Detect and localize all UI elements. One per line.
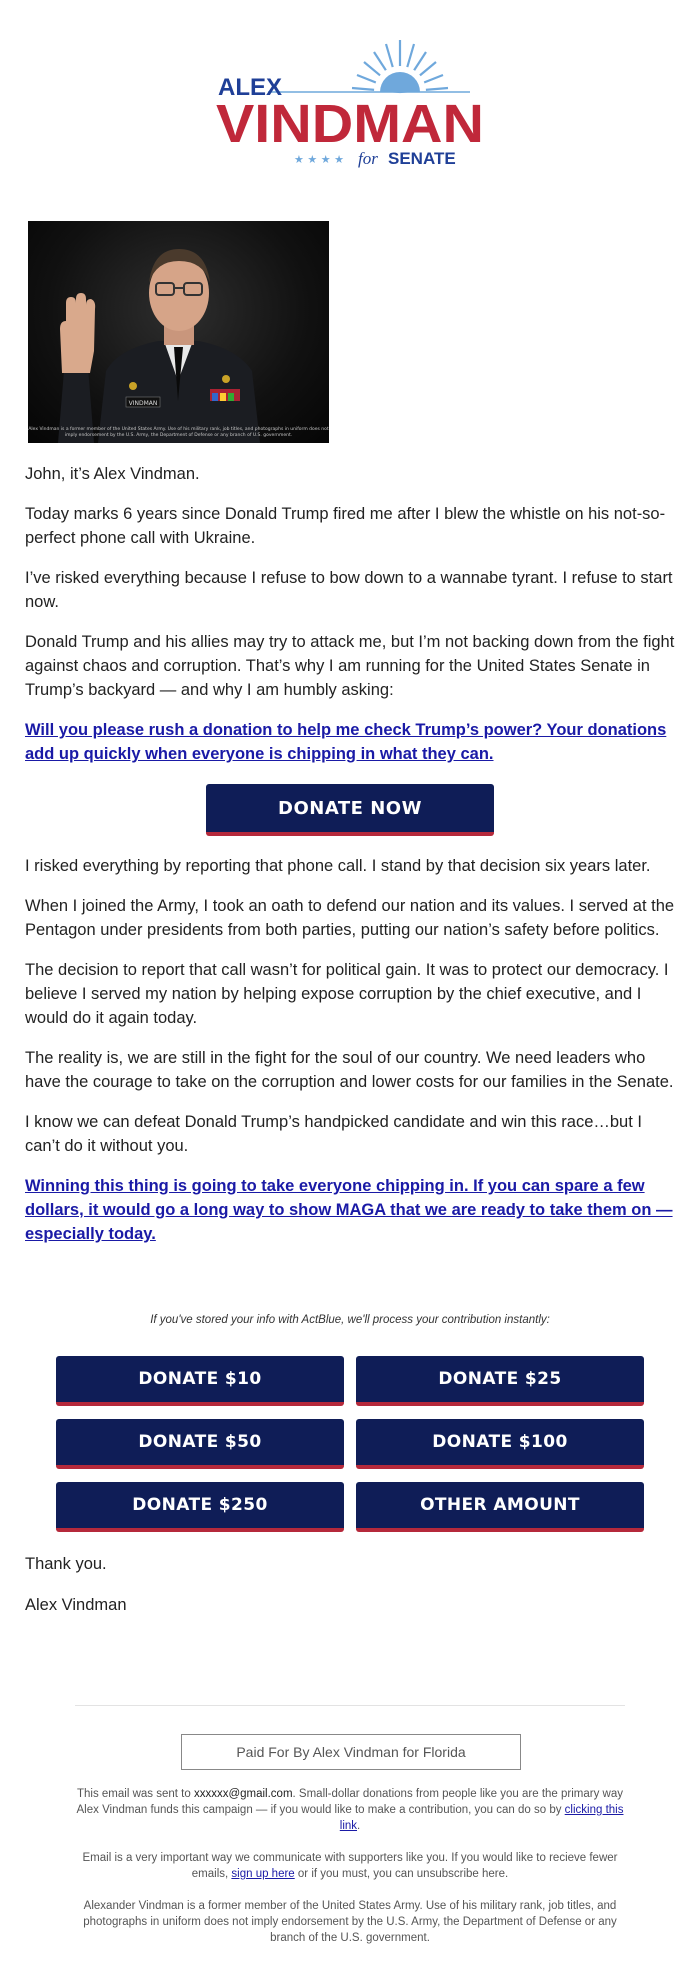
paragraph: Donald Trump and his allies may try to attack me, but I’m not backing down from the fight against chaos and corruption. That’s why I am running for the United States Senate in Trump’s backyard — and why I am humbly asking: bbox=[25, 633, 675, 699]
photo-caption: Alex Vindman is a former member of the United States Army. Use of his military rank, job titles, and photographs in uniform does not imply endorsement by the U.S. Army, the Department of Defense or any branch of U.S. government. bbox=[28, 427, 329, 438]
donate-50-button[interactable]: DONATE $50 bbox=[56, 1419, 344, 1469]
logo-senate: SENATE bbox=[388, 149, 456, 168]
paragraph: When I joined the Army, I took an oath to defend our nation and its values. I served at the Pentagon under presidents from both parties, putting our nation’s safety before politics. bbox=[25, 897, 675, 939]
divider bbox=[75, 1705, 625, 1706]
donate-25-button[interactable]: DONATE $25 bbox=[356, 1356, 644, 1406]
logo-stars: ★ ★ ★ ★ bbox=[294, 153, 344, 166]
paragraph: Today marks 6 years since Donald Trump fired me after I blew the whistle on his not-so-perfect phone call with Ukraine. bbox=[25, 505, 666, 547]
footer-text: Email is a very important way we communicate with supporters like you. If you would like to recieve fewer emails, bbox=[82, 1852, 618, 1880]
signup-link[interactable]: sign up here bbox=[231, 1868, 295, 1880]
recipient-email: xxxxxx@gmail.com bbox=[193, 1788, 293, 1800]
actblue-note: If you've stored your info with ActBlue, we'll process your contribution instantly: bbox=[150, 1314, 550, 1326]
campaign-logo bbox=[0, 0, 700, 200]
logo-vindman: VINDMAN bbox=[216, 94, 484, 154]
hero-photo bbox=[28, 221, 329, 443]
body-section-1 bbox=[25, 462, 675, 782]
footer-disclaimer: Alexander Vindman is a former member of the United States Army. Use of his military rank, job titles, and photographs in uniform does not imply endorsement by the U.S. Army, the Department of Defense or any branch of the U.S. government. bbox=[83, 1900, 617, 1944]
body-section-2 bbox=[25, 854, 675, 1262]
paid-for-box: Paid For By Alex Vindman for Florida bbox=[181, 1734, 521, 1770]
donation-link-2[interactable]: Winning this thing is going to take everyone chipping in. If you can spare a few dollars, it would go a long way to show MAGA that we are ready to take them on — especially today. bbox=[25, 1177, 673, 1243]
logo-for: for bbox=[358, 149, 378, 168]
signoff-name: Alex Vindman bbox=[25, 1596, 127, 1614]
donation-appeal bbox=[25, 718, 675, 766]
footer-email-prefs bbox=[75, 1850, 625, 1882]
other-amount-button[interactable]: OTHER AMOUNT bbox=[356, 1482, 644, 1532]
nametag: VINDMAN bbox=[128, 400, 158, 407]
donate-10-button[interactable]: DONATE $10 bbox=[56, 1356, 344, 1406]
portrait-illustration bbox=[28, 221, 329, 443]
paragraph: The decision to report that call wasn’t for political gain. It was to protect our democracy. I believe I served my nation by helping expose corruption by the chief executive, and I would do it again today. bbox=[25, 961, 669, 1027]
donation-appeal bbox=[25, 1174, 675, 1246]
contribute-link[interactable]: clicking this link bbox=[339, 1804, 624, 1832]
donate-100-button[interactable]: DONATE $100 bbox=[356, 1419, 644, 1469]
footer-text: . Small-dollar donations from people like you are the primary way Alex Vindman funds this campaign — if you would like to make a contribution, you can do so by bbox=[76, 1788, 623, 1816]
logo-alex: ALEX bbox=[218, 74, 283, 101]
donation-link-1[interactable]: Will you please rush a donation to help me check Trump’s power? Your donations add up quickly when everyone is chipping in what they can. bbox=[25, 721, 667, 763]
greeting: John, it’s Alex Vindman. bbox=[25, 465, 200, 483]
logo-graphic bbox=[0, 0, 700, 200]
paragraph: I know we can defeat Donald Trump’s handpicked candidate and win this race…but I can’t do it without you. bbox=[25, 1113, 642, 1155]
footer-text: This email was sent to bbox=[76, 1788, 194, 1800]
paragraph: I risked everything by reporting that phone call. I stand by that decision six years later. bbox=[25, 857, 651, 875]
donate-now-button[interactable]: DONATE NOW bbox=[206, 784, 494, 836]
footer-text: . bbox=[357, 1820, 361, 1832]
paragraph: The reality is, we are still in the fight for the soul of our country. We need leaders who have the courage to take on the corruption and lower costs for our families in the Senate. bbox=[25, 1049, 674, 1091]
footer-sent-to bbox=[75, 1786, 625, 1834]
signoff-thanks: Thank you. bbox=[25, 1555, 107, 1573]
footer-text: or if you must, you can unsubscribe here. bbox=[294, 1868, 509, 1880]
paragraph: I’ve risked everything because I refuse to bow down to a wannabe tyrant. I refuse to start now. bbox=[25, 569, 673, 611]
donate-250-button[interactable]: DONATE $250 bbox=[56, 1482, 344, 1532]
